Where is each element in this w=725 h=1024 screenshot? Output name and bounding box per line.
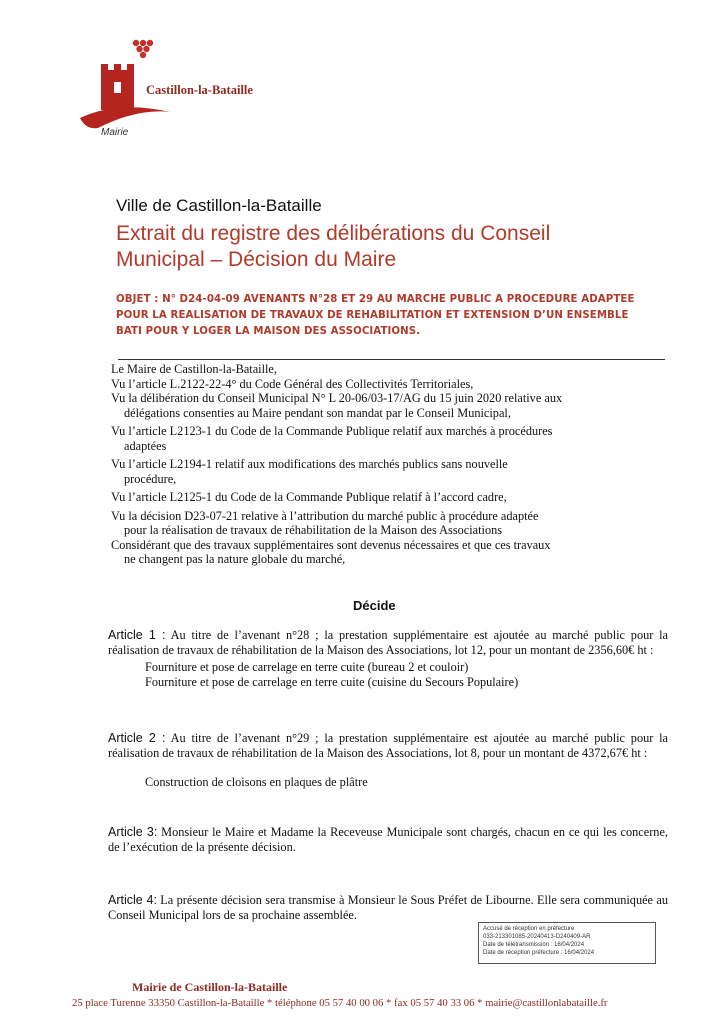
stamp-line: Date de réception préfecture : 16/04/2024 — [483, 950, 595, 956]
article-3-label: Article 3: — [108, 825, 158, 839]
logo-subtitle: Mairie — [101, 127, 129, 138]
article-2-text: Au titre de l’avenant n°29 ; la prestation supplémentaire est ajoutée au marché public pour la réalisation de travaux de réhabilitation de la Maison des Associations, lot 8, pour un montant de 4372,67€ ht : — [108, 731, 668, 760]
footer-town-hall-name: Mairie de Castillon-la-Bataille — [132, 980, 288, 994]
article-1-text: Au titre de l’avenant n°28 ; la prestation supplémentaire est ajoutée au marché public pour la réalisation de travaux de réhabilitation de la Maison des Associations, lot 12, pour un montant de 2356,60€ ht : — [108, 628, 668, 657]
title-line-2: Municipal – Décision du Maire — [116, 248, 397, 271]
article-3 — [108, 825, 668, 855]
article-4-label: Article 4: — [108, 893, 157, 907]
footer-contact-line: 25 place Turenne 33350 Castillon-la-Bataille * téléphone 05 57 40 00 06 * fax 05 57 40 33 06 * mairie@castillonlabataille.fr — [72, 997, 608, 1009]
document-title — [116, 221, 676, 273]
objet-block — [116, 292, 676, 340]
objet-line-3: BATI POUR Y LOGER LA MAISON DES ASSOCIATIONS. — [116, 326, 421, 337]
article-4-text: La présente décision sera transmise à Monsieur le Sous Préfet de Libourne. Elle sera communiquée au Conseil Municipal lors de sa prochaine assemblée. — [108, 893, 668, 922]
article-2 — [108, 731, 668, 790]
objet-line-2: POUR LA REALISATION DE TRAVAUX DE REHABILITATION ET EXTENSION D’UN ENSEMBLE — [116, 310, 629, 321]
preamble-line: délégations consenties au Maire pendant son mandat par le Conseil Municipal, — [124, 405, 511, 420]
article-2-item: Construction de cloisons en plaques de plâtre — [145, 775, 368, 789]
stamp-line: Date de télétransmission : 16/04/2024 — [483, 942, 585, 948]
preamble-line: Vu l’article L2194-1 relatif aux modifications des marchés publics sans nouvelle — [111, 457, 508, 471]
preamble-line: pour la réalisation de travaux de réhabilitation de la Maison des Associations — [124, 523, 503, 537]
article-4 — [108, 893, 668, 923]
preamble-line: Vu l’article L.2122-22-4° du Code Général des Collectivités Territoriales, — [111, 376, 474, 391]
preamble-line: Le Maire de Castillon-la-Bataille, — [111, 362, 277, 376]
objet-line-1: OBJET : N° D24-04-09 AVENANTS N°28 ET 29 AU MARCHE PUBLIC A PROCEDURE ADAPTEE — [116, 294, 635, 305]
article-2-label: Article 2 : — [108, 731, 166, 745]
decide-heading: Décide — [353, 598, 396, 613]
article-1-item: Fourniture et pose de carrelage en terre cuite (cuisine du Secours Populaire) — [145, 675, 519, 689]
preamble-line: Considérant que des travaux supplémentaires sont devenus nécessaires et que ces travaux — [111, 537, 551, 552]
separator-rule — [118, 359, 665, 360]
city-heading: Ville de Castillon-la-Bataille — [116, 196, 322, 215]
prefecture-receipt-stamp — [478, 922, 656, 964]
stamp-line: Accusé de réception en préfecture — [483, 926, 575, 932]
title-line-1: Extrait du registre des délibérations du Conseil — [116, 222, 551, 245]
preamble-line: adaptées — [124, 438, 167, 453]
preamble-line: ne changent pas la nature globale du marché, — [124, 552, 346, 566]
logo-town-name: Castillon-la-Bataille — [146, 83, 253, 97]
preamble-line: Vu l’article L2123-1 du Code de la Commande Publique relatif aux marchés à procédures — [111, 424, 553, 438]
stamp-line: 033-213301085-20240413-D240409-AR — [483, 934, 591, 940]
preamble-line: procédure, — [124, 471, 177, 486]
article-1-item: Fourniture et pose de carrelage en terre cuite (bureau 2 et couloir) — [145, 660, 469, 674]
article-3-text: Monsieur le Maire et Madame la Receveuse Municipale sont chargés, chacun en ce qui les concerne, de l’exécution de la présente décision. — [108, 825, 668, 854]
article-1 — [108, 628, 668, 690]
preamble — [111, 362, 671, 567]
preamble-line: Vu l’article L2125-1 du Code de la Commande Publique relatif à l’accord cadre, — [111, 490, 507, 504]
article-1-label: Article 1 : — [108, 628, 166, 642]
preamble-line: Vu la délibération du Conseil Municipal N° L 20-06/03-17/AG du 15 juin 2020 relative aux — [111, 391, 563, 405]
preamble-line: Vu la décision D23-07-21 relative à l’attribution du marché public à procédure adaptée — [111, 508, 539, 523]
